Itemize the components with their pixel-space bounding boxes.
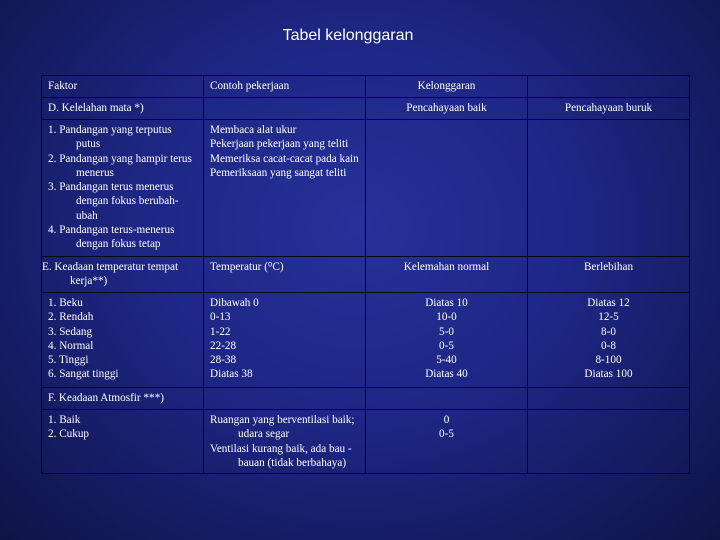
section-e-temperatur: Temperatur (⁰C) (204, 257, 366, 293)
list-item: Diatas 10 (425, 297, 468, 309)
section-d-items-row (42, 120, 690, 257)
section-e-temps-cell (204, 293, 366, 388)
list-item: 6. Sangat tinggi (48, 368, 119, 381)
section-e-row (42, 257, 690, 293)
list-item: 1-22 (210, 325, 231, 338)
list-item: 5-0 (439, 325, 454, 338)
section-f-empty-cell (366, 388, 528, 410)
list-item: Diatas 40 (425, 368, 468, 381)
section-f-empty-cell (528, 388, 690, 410)
list-item: Pemeriksaan yang sangat teliti (210, 166, 347, 179)
section-e-berlebihan-cell (528, 293, 690, 388)
list-item: 0 (443, 414, 450, 426)
list-item: 1. Baik (48, 414, 81, 426)
section-d-row (42, 98, 690, 120)
section-f-factors-cell (42, 410, 204, 474)
list-item: 4. Pandangan terus-menerus dengan fokus tetap (48, 224, 175, 251)
list-item: 5-40 (436, 354, 457, 367)
section-f-empty-cell (204, 388, 366, 410)
list-item: 0-5 (439, 428, 454, 441)
header-empty-cell (528, 76, 690, 98)
list-item: 3. Sedang (48, 325, 93, 338)
section-d-pencahayaan-buruk: Pencahayaan buruk (528, 98, 690, 120)
list-item: Ruangan yang berventilasi baik; udara segar (210, 414, 355, 441)
list-item: 0-5 (439, 339, 454, 352)
list-item: 8-100 (595, 354, 622, 367)
list-item: 1. Beku (48, 297, 83, 309)
section-e-factors-cell (42, 293, 204, 388)
list-item: Memeriksa cacat-cacat pada kain (210, 152, 359, 165)
section-d-pencahayaan-baik: Pencahayaan baik (366, 98, 528, 120)
list-item: Dibawah 0 (210, 297, 259, 309)
list-item: 28-38 (210, 354, 237, 367)
list-item: 5. Tinggi (48, 354, 89, 367)
section-e-items-row (42, 293, 690, 388)
list-item: 0-13 (210, 311, 231, 324)
list-item: 4. Normal (48, 339, 94, 352)
list-item: 2. Pandangan yang hampir terus menerus (48, 152, 192, 179)
header-contoh-pekerjaan: Contoh pekerjaan (204, 76, 366, 98)
section-f-items-row (42, 410, 690, 474)
list-item: 3. Pandangan terus menerus dengan fokus berubah-ubah (48, 181, 179, 222)
list-item: Diatas 100 (584, 368, 633, 381)
header-kelonggaran: Kelonggaran (366, 76, 528, 98)
list-item: Ventilasi kurang baik, ada bau -bauan (tidak berbahaya) (210, 442, 352, 469)
section-f-values-cell (366, 410, 528, 474)
list-item: 2. Cukup (48, 428, 90, 441)
list-item: Pekerjaan pekerjaan yang teliti (210, 138, 349, 151)
section-d-empty-cell (204, 98, 366, 120)
header-faktor: Faktor (42, 76, 204, 98)
section-d-examples-cell (204, 120, 366, 257)
section-e-berlebihan: Berlebihan (528, 257, 690, 293)
section-f-examples-cell (204, 410, 366, 474)
list-item: 2. Rendah (48, 311, 94, 324)
list-item: 1. Pandangan yang terputus putus (48, 124, 172, 151)
section-d-label: D. Kelelahan mata *) (42, 98, 204, 120)
section-d-empty-cell (528, 120, 690, 257)
list-item: 22-28 (210, 339, 237, 352)
list-item: Diatas 12 (587, 297, 630, 309)
list-item: Membaca alat ukur (210, 124, 297, 136)
list-item: 8-0 (601, 325, 616, 338)
list-item: 10-0 (436, 311, 457, 324)
section-e-kelemahan-normal: Kelemahan normal (366, 257, 528, 293)
allowance-table (41, 75, 690, 474)
list-item: 0-8 (601, 339, 616, 352)
section-e-label: E. Keadaan temperatur tempat kerja**) (42, 257, 204, 293)
list-item: Diatas 38 (210, 368, 253, 381)
list-item: 12-5 (598, 311, 619, 324)
section-d-empty-cell (366, 120, 528, 257)
section-f-label: F. Keadaan Atmosfir ***) (42, 388, 204, 410)
section-f-row (42, 388, 690, 410)
section-d-factors-cell (42, 120, 204, 257)
section-e-normal-cell (366, 293, 528, 388)
slide-title: Tabel kelonggaran (282, 27, 414, 44)
table-header-row (42, 76, 690, 98)
section-f-empty-cell (528, 410, 690, 474)
